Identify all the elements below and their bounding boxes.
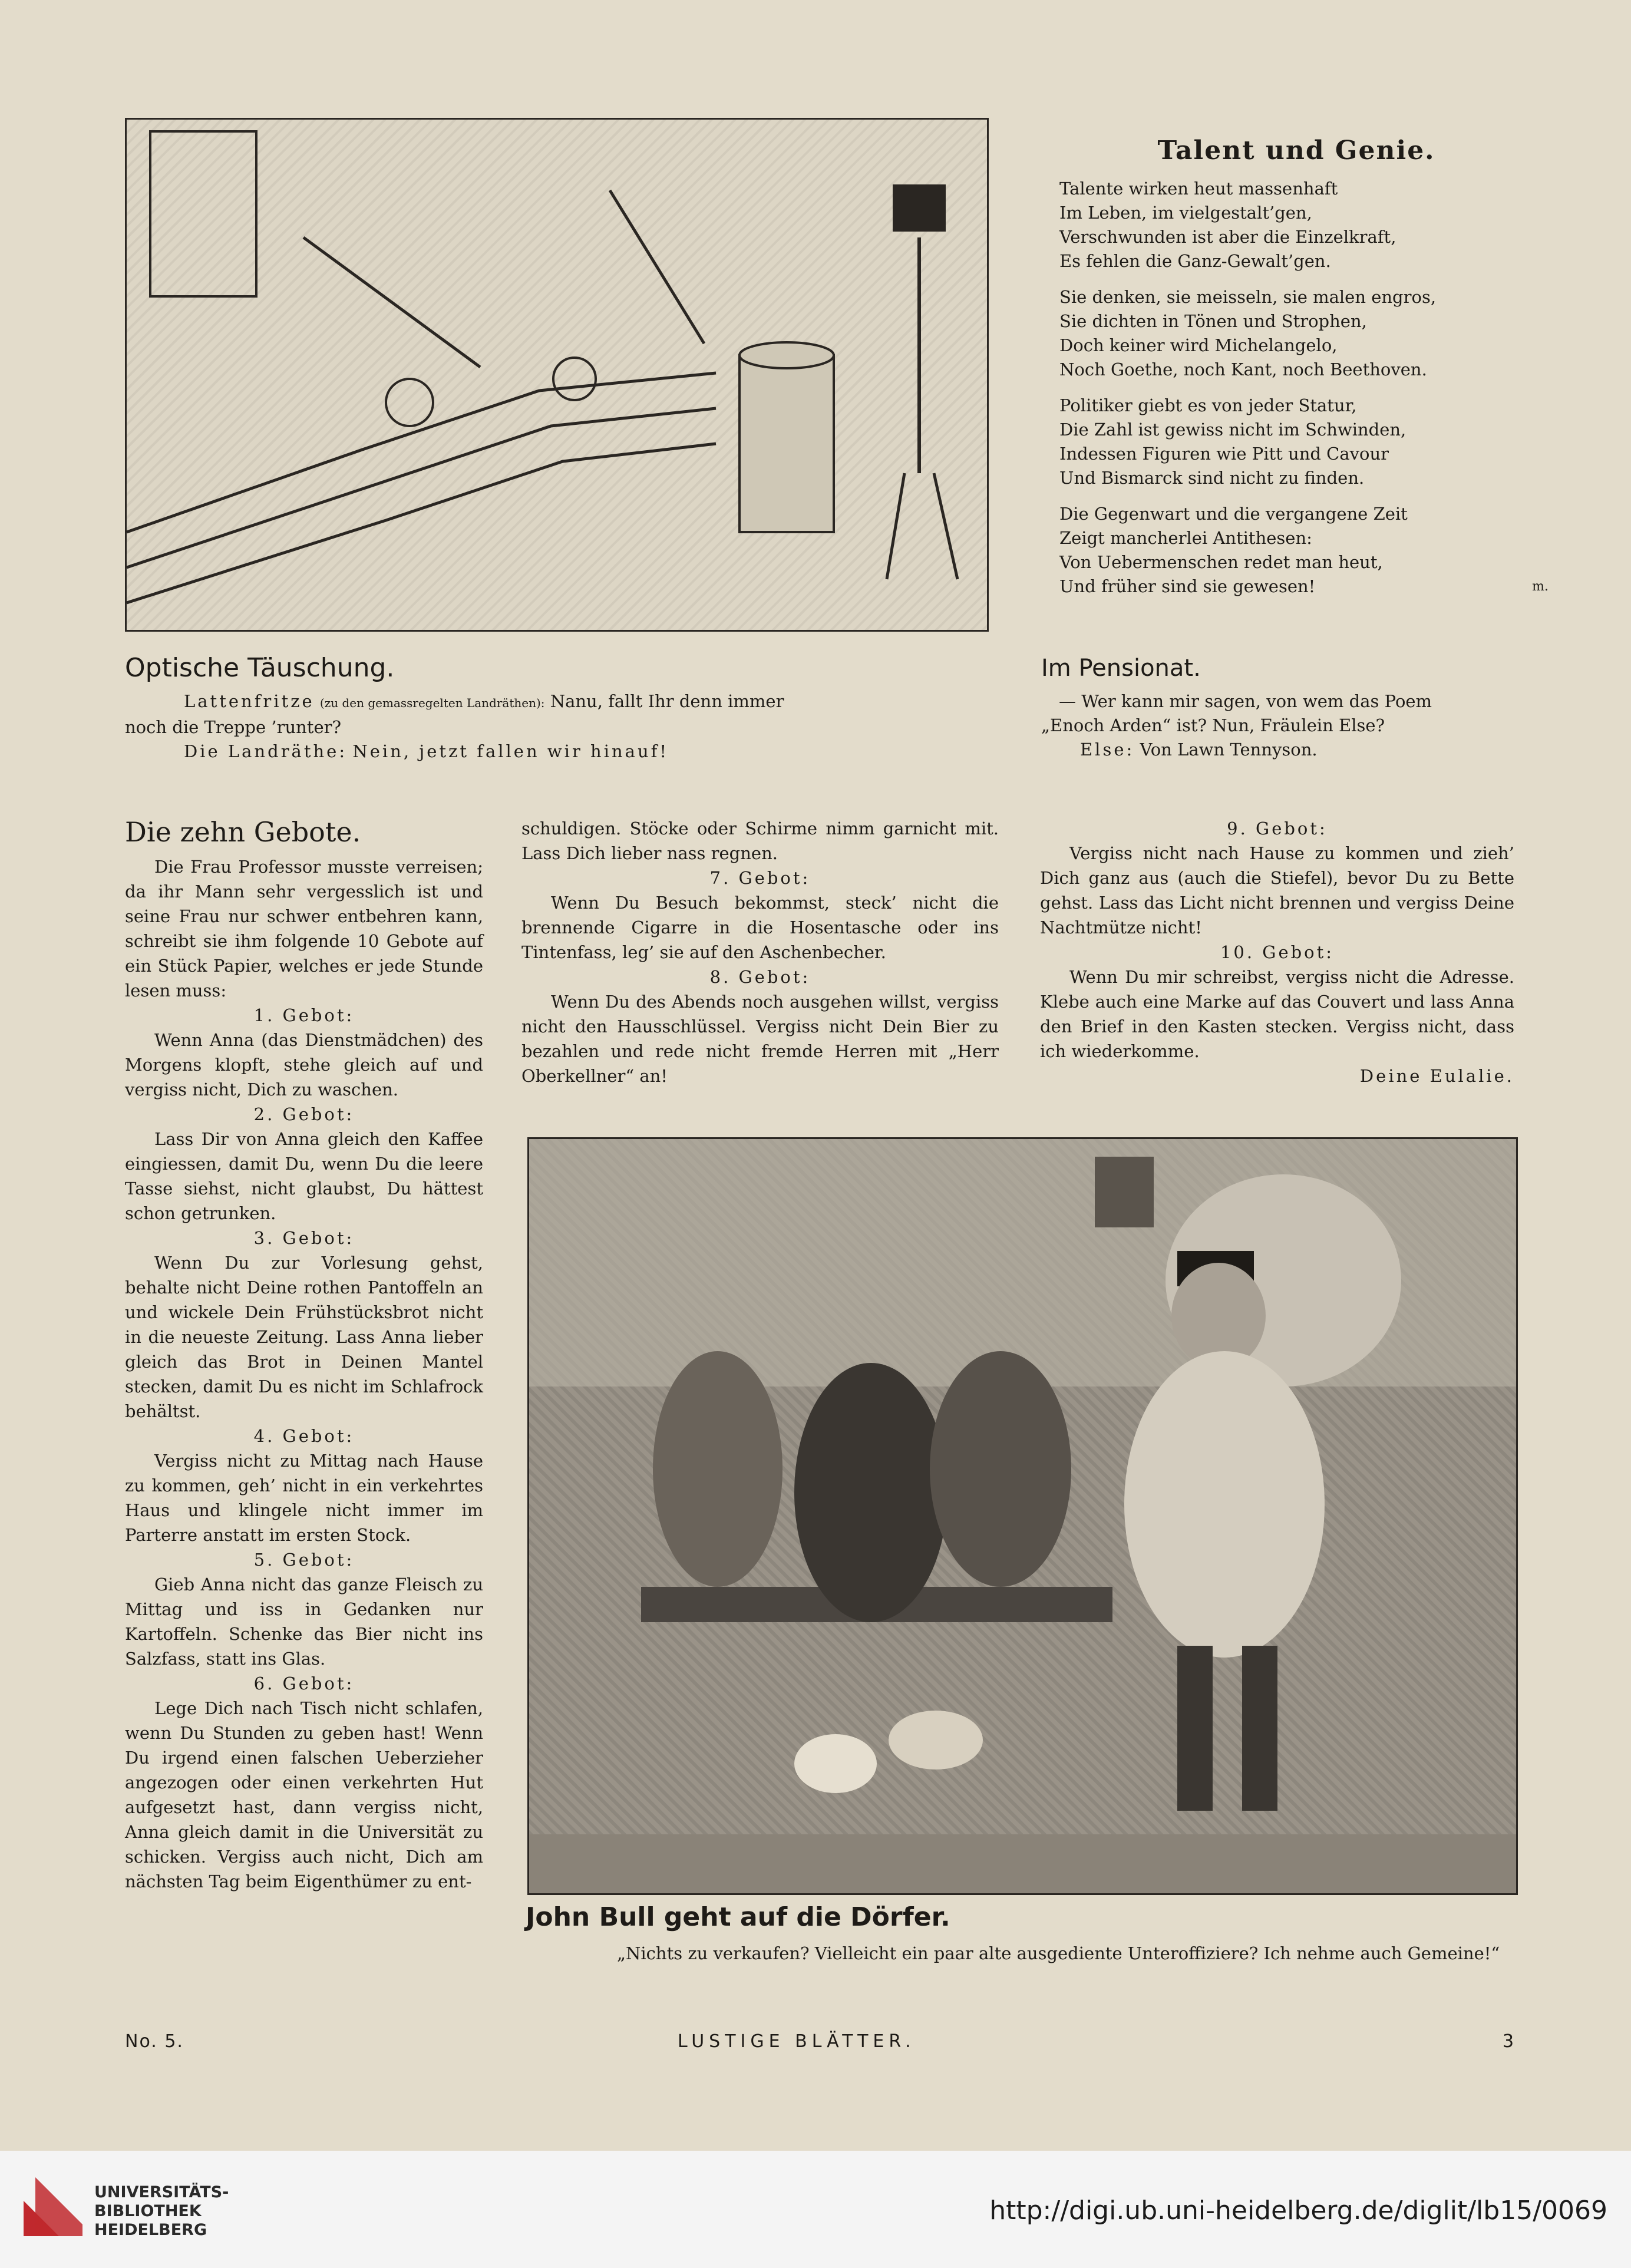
library-name: UNIVERSITÄTS- BIBLIOTHEK HEIDELBERG: [94, 2183, 229, 2239]
john-bull-quote: „Nichts zu verkaufen? Vielleicht ein paar alte ausgediente Unteroffiziere? Ich nehme auch Gemeine!“: [617, 1943, 1500, 1963]
gebote-title: Die zehn Gebote.: [125, 816, 361, 848]
tavern-scene-drawing: [529, 1139, 1516, 1893]
gebote-column-3: 9. Gebot: Vergiss nicht nach Hause zu kommen und zieh’ Dich ganz aus (auch die Stiefel), bevor Du zu Bette gehst. Lass das Licht nicht brennen und vergiss Deine Nachtmütze nicht! 10. Gebot: Wenn Du mir schreibst, vergiss nicht die Adresse. Klebe auch eine Marke auf das Couvert und lass Anna den Brief in den Kasten stecken. Vergiss nicht, dass ich wiederkomme. Deine Eulalie.: [1040, 818, 1514, 1086]
caption-optische-text: Lattenfritze (zu den gemassregelten Landräthen): Nanu, fallt Ihr denn immer noch die Treppe ’runter? Die Landräthe: Nein, jetzt fallen wir hinauf!: [125, 691, 784, 761]
poem-line: Doch keiner wird Michelangelo,: [1059, 335, 1338, 355]
poem-line: Die Zahl ist gewiss nicht im Schwinden,: [1059, 420, 1407, 440]
poem-line: Zeigt mancherlei Antithesen:: [1059, 528, 1312, 548]
poem-line: Im Leben, im vielgestalt’gen,: [1059, 203, 1312, 223]
poem-line: Sie denken, sie meisseln, sie malen engros,: [1059, 287, 1437, 307]
poem-line: Politiker giebt es von jeder Statur,: [1059, 395, 1357, 415]
library-logo-icon: [24, 2177, 82, 2236]
caption-john-bull: John Bull geht auf die Dörfer.: [526, 1902, 950, 1932]
poem-line: Von Uebermenschen redet man heut,: [1059, 552, 1383, 572]
illustration-optische-taeuschung: [125, 118, 989, 632]
page-number: 3: [1503, 2031, 1519, 2052]
poem-line: Die Gegenwart und die vergangene Zeit: [1059, 504, 1408, 524]
poem-line: Talente wirken heut massenhaft: [1059, 179, 1338, 199]
poem-line: Und früher sind sie gewesen! m.: [1059, 575, 1549, 599]
issue-number: No. 5.: [125, 2031, 184, 2052]
illustration-john-bull: [527, 1137, 1518, 1895]
poem-body: [1059, 177, 1549, 599]
poem-line: Verschwunden ist aber die Einzelkraft,: [1059, 227, 1396, 247]
poem-line: Sie dichten in Tönen und Strophen,: [1059, 311, 1367, 331]
poem-title: Talent und Genie.: [1157, 136, 1435, 166]
poem-line: Indessen Figuren wie Pitt und Cavour: [1059, 444, 1389, 464]
gebote-column-2: schuldigen. Stöcke oder Schirme nimm garnicht mit. Lass Dich lieber nass regnen. 7. Gebot: Wenn Du Besuch bekommst, steck’ nicht die brennende Cigarre in die Hosentasche oder ins Tintenfass, leg’ sie auf den Aschenbecher. 8. Gebot: Wenn Du des Abends noch ausgehen willst, vergiss nicht den Hausschlüssel. Vergiss nicht Dein Bier zu bezahlen und rede nicht fremde Herren mit „Herr Oberkellner“ an!: [521, 818, 999, 1086]
poem-line: Und Bismarck sind nicht zu finden.: [1059, 468, 1365, 488]
gebote-column-1: Die Frau Professor musste verreisen; da ihr Mann sehr vergesslich ist und seine Frau nur schwer entbehren kann, schreibt sie ihm folgende 10 Gebote auf ein Stück Papier, welches er jede Stunde lesen muss: 1. Gebot: Wenn Anna (das Dienstmädchen) des Morgens klopft, stehe gleich auf und vergiss nicht, Dich zu waschen. 2. Gebot: Lass Dir von Anna gleich den Kaffee eingiessen, damit Du, wenn Du die leere Tasse siehst, nicht glaubst, Du hättest schon getrunken. 3. Gebot: Wenn Du zur Vorlesung gehst, behalte nicht Deine rothen Pantoffeln an und wickele Dein Frühstücksbrot nicht in die neueste Zeitung. Lass Anna lieber gleich das Brot in Deinen Mantel stecken, damit Du es nicht im Schlafrock behältst. 4. Gebot: Vergiss nicht zu Mittag nach Hause zu kommen, geh’ nicht in ein verkehrtes Haus und klingele nicht immer im Parterre anstatt im ersten Stock. 5. Gebot: Gieb Anna nicht das ganze Fleisch zu Mittag und iss in Gedanken nur Kartoffeln. Schenke das Bier nicht ins Salzfass, statt ins Glas. 6. Gebot: Lege Dich nach Tisch nicht schlafen, wenn Du Stunden zu geben hast! Wenn Du irgend einen falschen Ueberzieher angezogen oder einen verkehrten Hut aufgesetzt hast, dann vergiss nicht, Anna gleich damit in die Universität zu schicken. Vergiss auch nicht, Dich am nächsten Tag beim Eigenthümer zu ent-: [125, 857, 483, 1891]
staircase-figures-drawing: [127, 120, 987, 630]
caption-pensionat: Im Pensionat.: [1041, 655, 1201, 682]
poem-signature: m.: [1532, 579, 1549, 594]
source-url[interactable]: http://digi.ub.uni-heidelberg.de/diglit/lb15/0069: [989, 2196, 1607, 2226]
poem-line: Noch Goethe, noch Kant, noch Beethoven.: [1059, 359, 1427, 379]
caption-optische-taeuschung: Optische Täuschung.: [125, 653, 395, 683]
pensionat-text: — Wer kann mir sagen, von wem das Poem „Enoch Arden“ ist? Nun, Fräulein Else? Else: Von Lawn Tennyson.: [1041, 691, 1432, 760]
magazine-name: LUSTIGE BLÄTTER.: [678, 2031, 916, 2052]
poem-line: Es fehlen die Ganz-Gewalt’gen.: [1059, 251, 1331, 271]
